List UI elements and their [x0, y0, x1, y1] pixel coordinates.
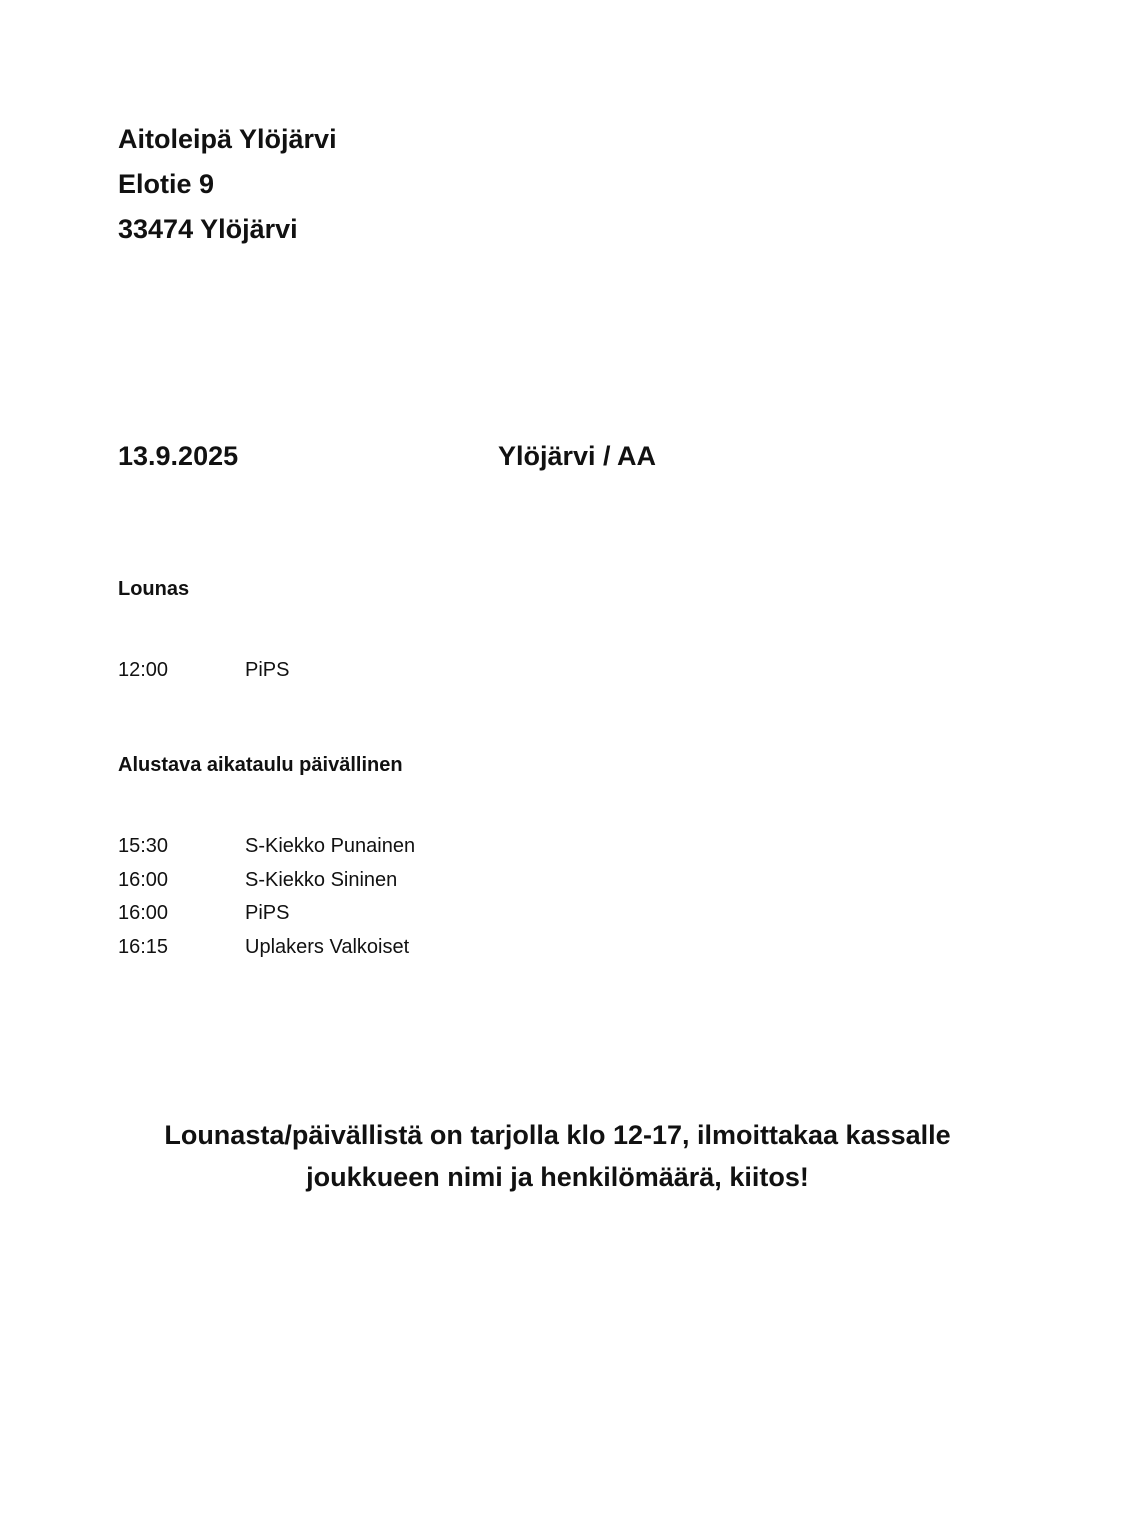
street-address: Elotie 9: [118, 169, 215, 199]
lunch-schedule: [118, 654, 289, 688]
schedule-team: Uplakers Valkoiset: [245, 935, 410, 958]
schedule-row: [118, 931, 415, 965]
schedule-time: 16:00: [118, 902, 169, 924]
notice-line-1: Lounasta/päivällistä on tarjolla klo 12-17, ilmoittakaa kassalle: [164, 1120, 951, 1150]
schedule-time: 16:00: [118, 868, 169, 891]
event-location: Ylöjärvi / AA: [498, 441, 657, 471]
schedule-team: PiPS: [245, 902, 290, 924]
schedule-time: 12:00: [118, 659, 169, 681]
schedule-team: S-Kiekko Punainen: [245, 835, 416, 857]
schedule-time: 16:15: [118, 935, 169, 958]
serving-notice: [60, 1114, 1055, 1198]
lunch-heading: Lounas: [118, 578, 190, 600]
schedule-row: [118, 864, 415, 898]
postal-city: 33474 Ylöjärvi: [118, 214, 298, 244]
schedule-row: [118, 897, 415, 931]
event-date: 13.9.2025: [118, 441, 239, 471]
schedule-team: PiPS: [245, 659, 290, 681]
schedule-row: [118, 830, 415, 864]
schedule-time: 15:30: [118, 835, 169, 857]
notice-line-2: joukkueen nimi ja henkilömäärä, kiitos!: [306, 1162, 809, 1192]
dinner-schedule: [118, 830, 415, 964]
restaurant-name: Aitoleipä Ylöjärvi: [118, 124, 337, 154]
schedule-row: [118, 654, 289, 688]
schedule-team: S-Kiekko Sininen: [245, 868, 398, 891]
address-block: [118, 117, 337, 252]
dinner-heading: Alustava aikataulu päivällinen: [118, 754, 403, 776]
